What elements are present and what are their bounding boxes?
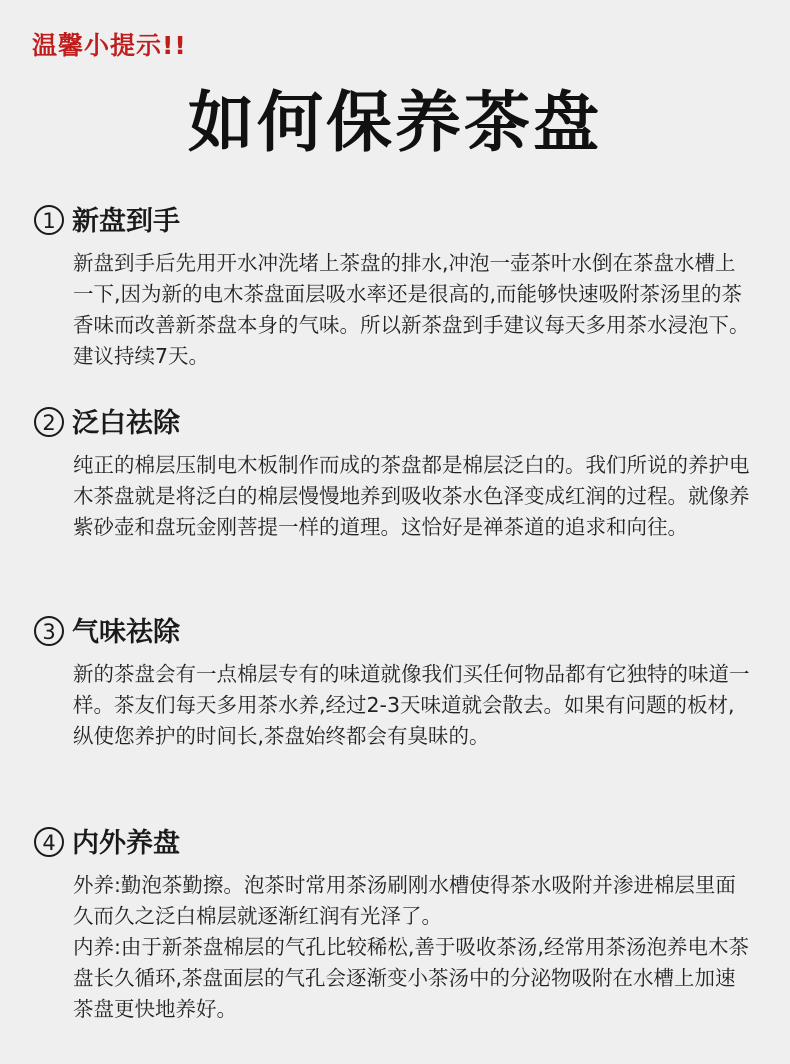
section-whitening-removal <box>34 406 750 543</box>
section-paragraph: 新盘到手后先用开水冲洗堵上茶盘的排水,冲泡一壶茶叶水倒在茶盘水槽上一下,因为新的电木茶盘面层吸水率还是很高的,而能够快速吸附茶汤里的茶香味而改善新茶盘本身的气味。所以新茶盘到手建议每天多用茶水浸泡下。建议持续7天。 <box>73 251 750 368</box>
section-body <box>73 659 750 752</box>
section-heading-text: 泛白祛除 <box>72 408 180 439</box>
section-paragraph: 纯正的棉层压制电木板制作而成的茶盘都是棉层泛白的。我们所说的养护电木茶盘就是将泛白的棉层慢慢地养到吸收茶水色泽变成红润的过程。就像养紫砂壶和盘玩金刚菩提一样的道理。这恰好是禅茶道的追求和向往。 <box>73 453 750 539</box>
section-heading <box>34 204 750 240</box>
section-paragraph: 新的茶盘会有一点棉层专有的味道就像我们买任何物品都有它独特的味道一样。茶友们每天多用茶水养,经过2-3天味道就会散去。如果有问题的板材,纵使您养护的时间长,茶盘始终都会有臭昧的。 <box>73 662 750 748</box>
section-body <box>73 870 750 1025</box>
section-heading-text: 内外养盘 <box>72 828 180 859</box>
section-heading-text: 气味祛除 <box>72 617 180 648</box>
section-body <box>73 248 750 372</box>
section-body <box>73 450 750 543</box>
section-heading <box>34 406 750 442</box>
section-number-badge: 3 <box>34 616 64 646</box>
section-heading-text: 新盘到手 <box>72 206 180 237</box>
section-inner-outer-care <box>34 826 750 1025</box>
section-paragraph: 外养:勤泡茶勤擦。泡茶时常用茶汤刷刚水槽使得茶水吸附并渗进棉层里面 久而久之泛白棉层就逐渐红润有光泽了。 <box>73 873 736 928</box>
section-paragraph: 内养:由于新茶盘棉层的气孔比较稀松,善于吸收茶汤,经常用茶汤泡养电木茶盘长久循环,茶盘面层的气孔会逐渐变小茶汤中的分泌物吸附在水槽上加速茶盘更快地养好。 <box>73 935 749 1021</box>
section-number-badge: 2 <box>34 407 64 437</box>
section-number-badge: 1 <box>34 205 64 235</box>
section-number-badge: 4 <box>34 827 64 857</box>
page-title: 如何保养茶盘 <box>188 83 602 161</box>
section-heading <box>34 615 750 651</box>
warm-tip-label: 温馨小提示!! <box>32 31 187 60</box>
section-new-tray <box>34 204 750 372</box>
section-heading <box>34 826 750 862</box>
section-odor-removal <box>34 615 750 752</box>
